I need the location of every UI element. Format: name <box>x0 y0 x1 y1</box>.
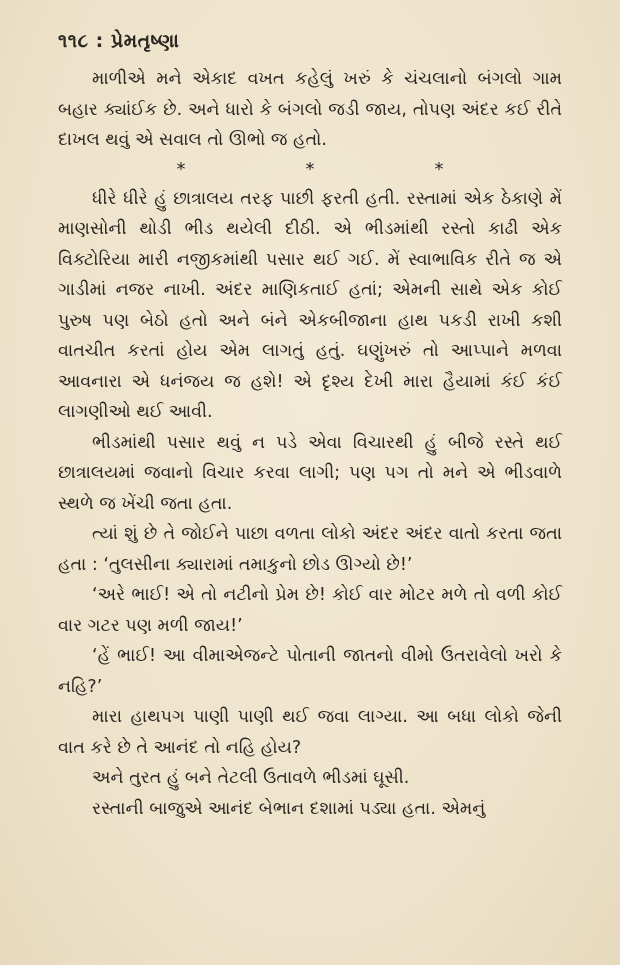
section-separator <box>58 156 562 184</box>
paragraph-5: ‘અરે ભાઈ! એ તો નટીનો પ્રેમ છે! કોઈ વાર મોટર મળે તો વળી કોઈ વાર ગટર પણ મળી જાય!’ <box>58 585 562 636</box>
running-head: ૧૧૮ : પ્રેમતૃષ્ણા <box>58 30 180 52</box>
paragraph-1: માળીએ મને એકાદ વખત કહેલું ખરું કે ચંચલાનો બંગલો ગામ બહાર ક્યાંઈક છે. અને ધારો કે બંગલો જડી જાય, તોપણ અંદર કઈ રીતે દાખલ થવું એ સવાલ તો ઊભો જ હતો. <box>58 69 562 150</box>
paragraph-8: અને તુરત હું બને તેટલી ઉતાવળે ભીડમાં ઘૂસી. <box>92 768 410 788</box>
separator-star: * <box>305 158 315 180</box>
separator-star: * <box>434 158 444 180</box>
paragraph-7: મારા હાથપગ પાણી પાણી થઈ જવા લાગ્યા. આ બધા લોકો જેની વાત કરે છે તે આનંદ તો નહિ હોય? <box>58 707 562 758</box>
paragraph-6: ‘હેં ભાઈ! આ વીમાએજન્ટે પોતાની જાતનો વીમો ઉતરાવેલો ખરો કે નહિ?’ <box>58 646 562 697</box>
paragraph-3: ભીડમાંથી પસાર થવું ન પડે એવા વિચારથી હું બીજે રસ્તે થઈ છાત્રાલયમાં જવાનો વિચાર કરવા લાગી; પણ પગ તો મને એ ભીડવાળે સ્થળે જ ખેંચી જતા હતા. <box>58 432 562 514</box>
separator-star: * <box>176 158 186 180</box>
paragraph-2: ધીરે ધીરે હું છાત્રાલય તરફ પાછી ફરતી હતી. રસ્તામાં એક ઠેકાણે મેં માણસોની થોડી ભીડ થયેલી દીઠી. એ ભીડમાંથી રસ્તો કાઢી એક વિક્ટોરિયા મારી નજીકમાંથી પસાર થઈ ગઈ. મેં સ્વાભાવિક રીતે જ એ ગાડીમાં નજર નાખી. અંદર માણિકતાઈ હતાં; એમની સાથે એક કોઈ પુરુષ પણ બેઠો હતો અને બંને એકબીજાના હાથ પકડી રાખી કશી વાતચીત કરતાં હોય એમ લાગતું હતું. ઘણુંખરું તો આપ્પાને મળવા આવનારા એ ધનંજય જ હશે! એ દૃશ્ય દેખી મારા હૈયામાં કંઈ કંઈ લાગણીઓ થઈ આવી. <box>58 188 562 422</box>
paragraph-9: રસ્તાની બાજુએ આનંદ બેભાન દશામાં પડ્યા હતા. એમનું <box>92 798 486 819</box>
paragraph-4: ત્યાં શું છે તે જોઈને પાછા વળતા લોકો અંદર અંદર વાતો કરતા જતા હતા : ‘તુલસીના ક્યારામાં તમાકુનો છોડ ઊગ્યો છે!’ <box>58 524 562 575</box>
